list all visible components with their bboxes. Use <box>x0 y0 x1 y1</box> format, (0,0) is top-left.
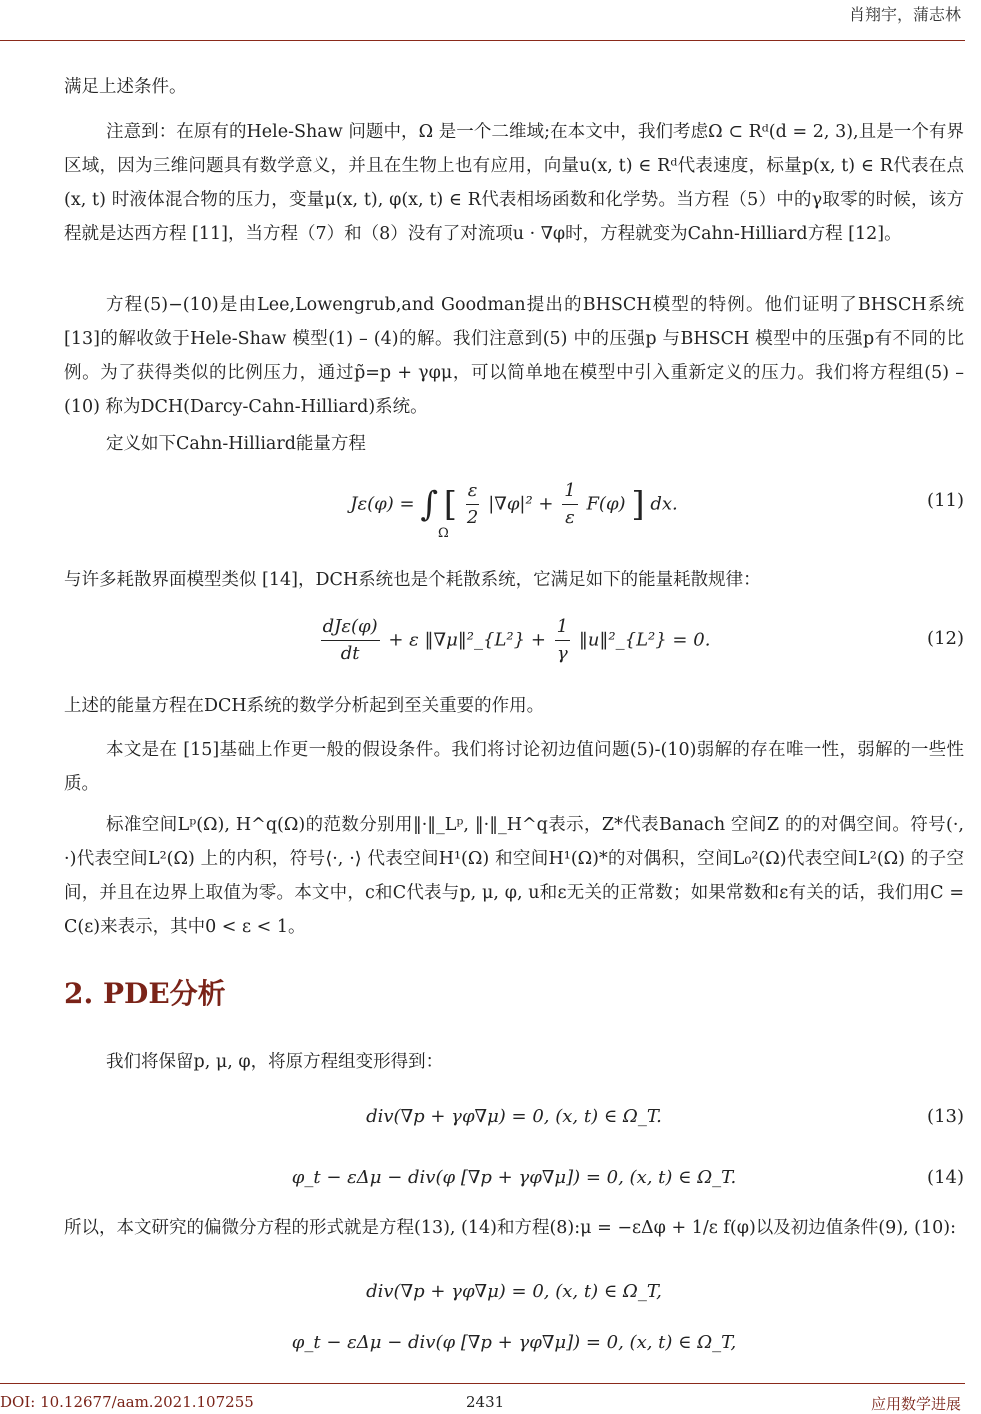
eq12-number: (12) <box>927 628 964 649</box>
eq13-body: div(∇p + γφ∇μ) = 0, (x, t) ∈ Ω_T. <box>366 1106 662 1127</box>
eq12-frac2: $\frac{1}{\gamma}$ <box>556 616 569 664</box>
eq14-number: (14) <box>927 1167 964 1188</box>
eq12-mid: + ε ‖∇μ‖²_{L²} + <box>388 629 546 651</box>
footer-doi[interactable]: DOI: 10.12677/aam.2021.107255 <box>0 1393 254 1411</box>
equation-15 <box>64 1281 964 1311</box>
paragraph-3: 定义如下Cahn-Hilliard能量方程 <box>106 434 366 454</box>
integral-sign: ∫ <box>420 484 439 525</box>
eq11-domain: Ω <box>438 526 449 541</box>
eq12-frac1: $\frac{\text{dJε(φ)}}{dt}$ <box>322 616 378 664</box>
equation-13 <box>64 1106 964 1136</box>
paragraph-0: 满足上述条件。 <box>64 77 187 97</box>
equation-12 <box>64 612 964 672</box>
eq11-frac2: $\frac{1}{\varepsilon}$ <box>564 480 576 528</box>
eq11-lhs: Jε(φ) = <box>350 493 415 515</box>
eq11-dx: dx. <box>650 493 678 515</box>
paragraph-8: 我们将保留p, μ, φ，将原方程组变形得到： <box>106 1052 444 1072</box>
paragraph-2: 方程(5)−(10)是由Lee,Lowengrub,and Goodman提出的BHSCH模型的特例。他们证明了BHSCH系统 [13]的解收敛于Hele-Shaw 模型(1) – (4)的解。我们注意到(5) 中的压强p 与BHSCH 模型中的压强p有不同的比例。为了获得类似的比例压力，通过p̃=p + γφμ，可以简单地在模型中引入重新定义的压力。我们将方程组(5) – (10) 称为DCH(Darcy-Cahn-Hilliard)系统。 <box>64 295 964 417</box>
header-rule <box>0 40 965 41</box>
paragraph-4: 与许多耗散界面模型类似 [14]，DCH系统也是个耗散系统，它满足如下的能量耗散规律： <box>64 570 761 590</box>
eq11-frac1: $\frac{\varepsilon}{2}$ <box>466 480 479 528</box>
equation-14 <box>64 1167 964 1197</box>
page-number: 2431 <box>466 1393 505 1411</box>
journal-name: 应用数学进展 <box>870 1395 961 1413</box>
equation-16 <box>64 1332 964 1362</box>
eq12-tail: ‖u‖²_{L²} = 0. <box>578 629 711 651</box>
equation-11: Jε(φ) = ∫ [ $\frac{\varepsilon}{2}$ |∇φ|² + $\frac{1}{\varepsilon}$ F(φ) ] dx. (11) Ω <box>350 480 964 541</box>
section-title: 2. PDE分析 <box>64 977 226 1010</box>
eq14-body: φ_t − εΔμ − div(φ [∇p + γφ∇μ]) = 0, (x, t) ∈ Ω_T. <box>291 1167 737 1188</box>
eq16-body: φ_t − εΔμ − div(φ [∇p + γφ∇μ]) = 0, (x, t) ∈ Ω_T, <box>291 1332 737 1353</box>
eq15-body: div(∇p + γφ∇μ) = 0, (x, t) ∈ Ω_T, <box>366 1281 662 1302</box>
paragraph-7: 标准空间Lᵖ(Ω), H^q(Ω)的范数分别用‖·‖_Lᵖ, ‖·‖_H^q表示，Z*代表Banach 空间Z 的的对偶空间。符号(·, ·)代表空间L²(Ω) 上的内积，符号⟨·, ·⟩ 代表空间H¹(Ω) 和空间H¹(Ω)*的对偶积，空间L₀²(Ω)代表空间L²(Ω) 的子空间，并且在边界上取值为零。本文中，c和C代表与p, μ, φ, u和ε无关的正常数；如果常数和ε有关的话，我们用C = C(ε)来表示，其中0 < ε < 1。 <box>64 815 964 937</box>
footer-rule <box>0 1383 965 1384</box>
paragraph-1: 注意到：在原有的Hele-Shaw 问题中，Ω 是一个二维域;在本文中，我们考虑Ω ⊂ Rᵈ(d = 2, 3),且是一个有界区域，因为三维问题具有数学意义，并且在生物上也有应用，向量u(x, t) ∈ Rᵈ代表速度，标量p(x, t) ∈ R代表在点(x, t) 时液体混合物的压力，变量μ(x, t), φ(x, t) ∈ R代表相场函数和化学势。当方程（5）中的γ取零的时候，该方程就是达西方程 [11]，当方程（7）和（8）没有了对流项u · ∇φ时，方程就变为Cahn-Hilliard方程 [12]。 <box>64 122 964 244</box>
paragraph-6: 本文是在 [15]基础上作更一般的假设条件。我们将讨论初边值问题(5)-(10)弱解的存在唯一性，弱解的一些性质。 <box>64 740 964 794</box>
eq11-number: (11) <box>927 490 964 511</box>
paragraph-9: 所以，本文研究的偏微分方程的形式就是方程(13), (14)和方程(8):μ = −εΔφ + 1/ε f(φ)以及初边值条件(9), (10): <box>64 1218 957 1238</box>
paragraph-5: 上述的能量方程在DCH系统的数学分析起到至关重要的作用。 <box>64 696 545 716</box>
header-authors: 肖翔宇，蒲志林 <box>848 5 961 24</box>
eq13-number: (13) <box>927 1106 964 1127</box>
eq11-tail: F(φ) <box>586 493 626 515</box>
eq11-mid: |∇φ|² + <box>488 493 554 515</box>
